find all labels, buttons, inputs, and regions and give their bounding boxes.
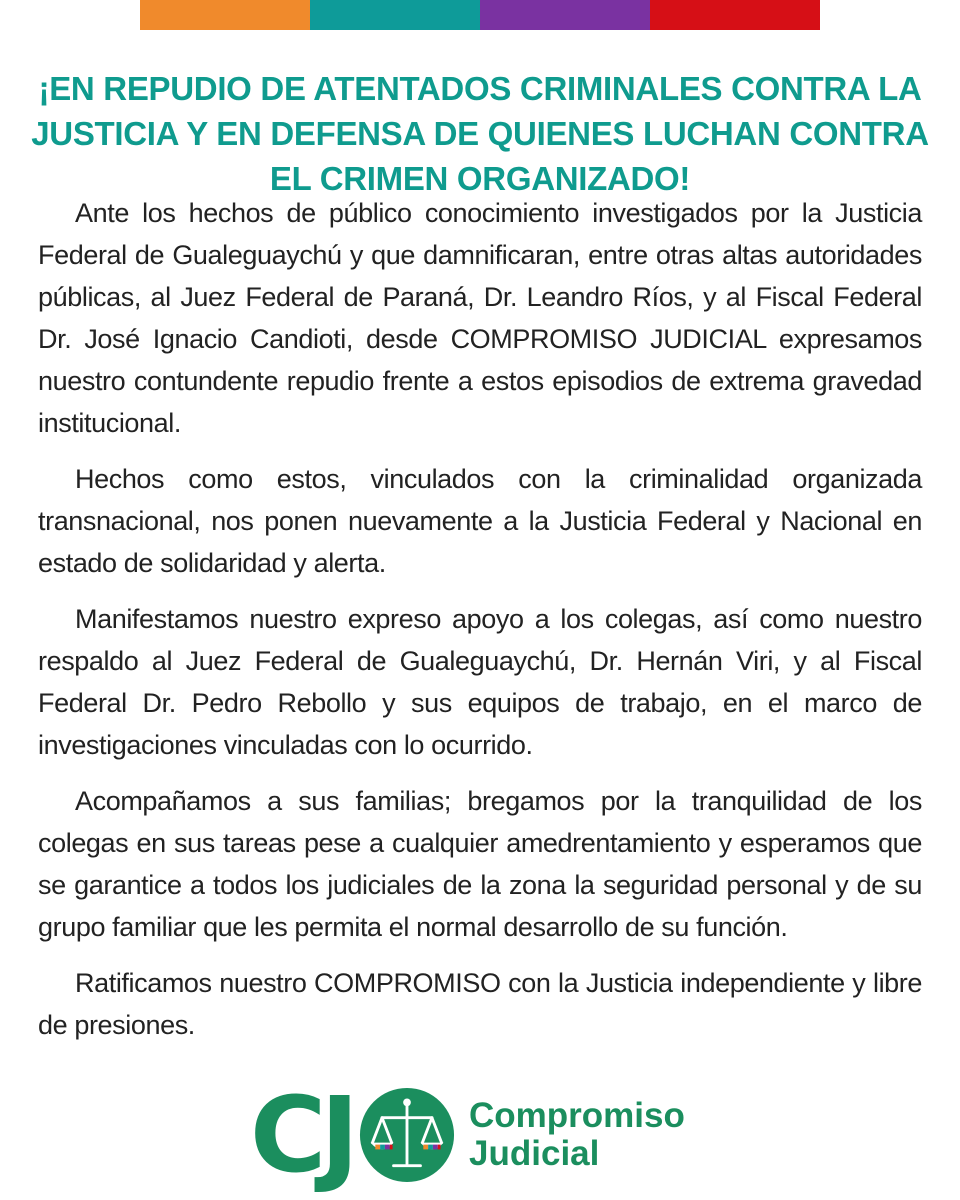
paragraph: Manifestamos nuestro expreso apoyo a los colegas, así como nuestro respaldo al Juez Federal de Gualeguaychú, Dr. Hernán Viri, y al Fiscal Federal Dr. Pedro Rebollo y sus equipos de trabajo, en el marco de investigaciones vinculadas con lo ocurrido. [38, 604, 922, 760]
paragraph: Ante los hechos de público conocimiento investigados por la Justicia Federal de Gualeguaychú y que damnificaran, entre otras altas autoridades públicas, al Juez Federal de Paraná, Dr. Leandro Ríos, y al Fiscal Federal Dr. José Ignacio Candioti, desde COMPROMISO JUDICIAL expresamos nuestro contundente repudio frente a estos episodios de extrema gravedad institucional. [38, 198, 922, 438]
paragraph: Acompañamos a sus familias; bregamos por la tranquilidad de los colegas en sus tareas pese a cualquier amedrentamiento y esperamos que se garantice a todos los judiciales de la zona la seguridad personal y de su grupo familiar que les permita el normal desarrollo de su función. [38, 786, 922, 942]
paragraph: Ratificamos nuestro COMPROMISO con la Justicia independiente y libre de presiones. [38, 968, 922, 1040]
logo-letters: CJ [250, 1074, 354, 1196]
statement-title: ¡EN REPUDIO DE ATENTADOS CRIMINALES CONTRA LA JUSTICIA Y EN DEFENSA DE QUIENES LUCHAN CONTRA EL CRIMEN ORGANIZADO! [31, 70, 929, 198]
statement-body [38, 192, 922, 1060]
paragraph: Hechos como estos, vinculados con la criminalidad organizada transnacional, nos ponen nuevamente a la Justicia Federal y Nacional en estado de solidaridad y alerta. [38, 464, 922, 578]
compromiso-judicial-logo [250, 1074, 685, 1196]
logo-name [469, 1097, 685, 1173]
logo-name-line2: Judicial [469, 1134, 600, 1173]
stripe-red [650, 0, 820, 30]
logo-name-line1: Compromiso [469, 1096, 685, 1135]
scales-of-justice-icon [359, 1087, 455, 1183]
stripe-teal [310, 0, 480, 30]
color-stripe-bar [140, 0, 820, 30]
stripe-orange [140, 0, 310, 30]
stripe-purple [480, 0, 650, 30]
